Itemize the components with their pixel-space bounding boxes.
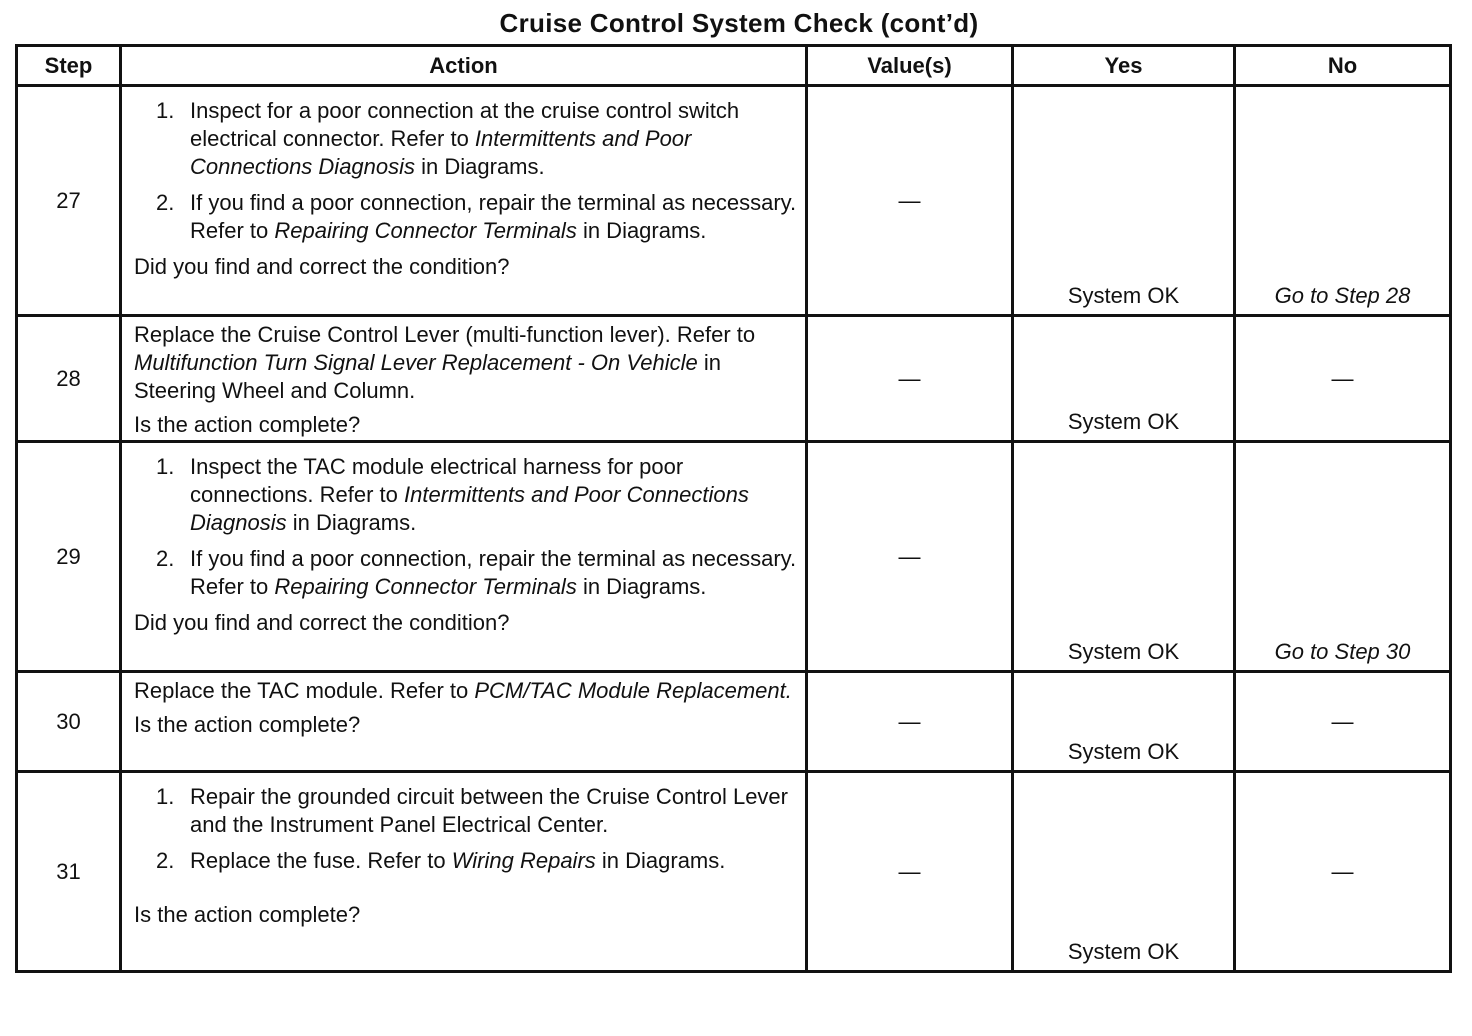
value-cell bbox=[807, 442, 1013, 672]
list-item bbox=[156, 453, 797, 537]
step-number: 29 bbox=[17, 442, 121, 672]
action-tail: in Steering Wheel and Column. bbox=[134, 350, 721, 403]
table-row bbox=[17, 86, 1451, 316]
item-text: Inspect for a poor connection at the cruise control switch electrical connector. Refer to bbox=[190, 98, 740, 151]
item-tail: in Diagrams. bbox=[415, 154, 545, 179]
list-item bbox=[156, 783, 797, 839]
no-cell bbox=[1235, 442, 1451, 672]
reference-link: Repairing Connector Terminals bbox=[274, 574, 577, 599]
reference-link: Intermittents and Poor Connections Diagnosis bbox=[190, 126, 692, 179]
reference-link: Wiring Repairs bbox=[451, 848, 596, 873]
table-row bbox=[17, 772, 1451, 972]
dash: — bbox=[898, 858, 921, 884]
reference-link: Intermittents and Poor Connections Diagnosis bbox=[190, 482, 749, 535]
action-list bbox=[134, 783, 797, 875]
list-item bbox=[156, 97, 797, 181]
list-item bbox=[156, 545, 797, 601]
question-text: Is the action complete? bbox=[134, 412, 361, 437]
dash: — bbox=[1331, 365, 1354, 391]
header-step: Step bbox=[17, 46, 121, 86]
no-cell bbox=[1235, 316, 1451, 442]
dash: — bbox=[898, 543, 921, 569]
item-number: 2. bbox=[156, 848, 175, 873]
goto-step: Go to Step 30 bbox=[1274, 639, 1411, 664]
item-number: 1. bbox=[156, 454, 175, 479]
yes-cell: System OK bbox=[1013, 86, 1235, 316]
action-cell bbox=[121, 316, 807, 442]
action-lead: Replace the Cruise Control Lever (multi-function lever). Refer to bbox=[134, 322, 756, 347]
yes-cell: System OK bbox=[1013, 316, 1235, 442]
header-values: Value(s) bbox=[807, 46, 1013, 86]
question-text: Is the action complete? bbox=[134, 712, 361, 737]
reference-link: Multifunction Turn Signal Lever Replacement - On Vehicle bbox=[134, 350, 698, 375]
list-item bbox=[156, 189, 797, 245]
item-text: If you find a poor connection, repair the terminal as necessary. Refer to bbox=[190, 546, 797, 599]
item-text: Replace the fuse. Refer to bbox=[190, 848, 452, 873]
table-row bbox=[17, 316, 1451, 442]
step-number: 28 bbox=[17, 316, 121, 442]
value-cell bbox=[807, 772, 1013, 972]
reference-link: Repairing Connector Terminals bbox=[274, 218, 577, 243]
action-lead: Replace the TAC module. Refer to bbox=[134, 678, 475, 703]
item-text: Inspect the TAC module electrical harness for poor connections. Refer to bbox=[190, 454, 684, 507]
list-item bbox=[156, 847, 797, 875]
step-number: 27 bbox=[17, 86, 121, 316]
question-text: Is the action complete? bbox=[134, 902, 361, 927]
dash: — bbox=[898, 187, 921, 213]
action-cell bbox=[121, 672, 807, 772]
item-text: If you find a poor connection, repair the terminal as necessary. Refer to bbox=[190, 190, 797, 243]
table-row bbox=[17, 442, 1451, 672]
dash: — bbox=[1331, 708, 1354, 734]
goto-step: Go to Step 28 bbox=[1274, 283, 1411, 308]
value-cell bbox=[807, 672, 1013, 772]
step-number: 31 bbox=[17, 772, 121, 972]
action-list bbox=[134, 97, 797, 245]
header-row bbox=[17, 46, 1451, 86]
header-yes: Yes bbox=[1013, 46, 1235, 86]
value-cell bbox=[807, 86, 1013, 316]
no-cell bbox=[1235, 672, 1451, 772]
step-number: 30 bbox=[17, 672, 121, 772]
item-tail: in Diagrams. bbox=[576, 574, 707, 599]
action-text bbox=[134, 677, 797, 705]
question-text: Did you find and correct the condition? bbox=[134, 610, 510, 635]
header-action: Action bbox=[121, 46, 807, 86]
item-number: 2. bbox=[156, 546, 175, 571]
dash: — bbox=[1331, 858, 1354, 884]
action-cell bbox=[121, 86, 807, 316]
item-number: 1. bbox=[156, 784, 175, 809]
diagnostic-table bbox=[15, 44, 1452, 973]
reference-link: PCM/TAC Module Replacement. bbox=[474, 678, 792, 703]
yes-cell: System OK bbox=[1013, 772, 1235, 972]
page-title: Cruise Control System Check (cont’d) bbox=[499, 8, 979, 38]
yes-cell: System OK bbox=[1013, 672, 1235, 772]
yes-cell: System OK bbox=[1013, 442, 1235, 672]
dash: — bbox=[898, 365, 921, 391]
table-row bbox=[17, 672, 1451, 772]
item-number: 1. bbox=[156, 98, 175, 123]
action-cell bbox=[121, 772, 807, 972]
item-tail: in Diagrams. bbox=[286, 510, 417, 535]
no-cell bbox=[1235, 86, 1451, 316]
item-tail: in Diagrams. bbox=[576, 218, 707, 243]
no-cell bbox=[1235, 772, 1451, 972]
item-tail: in Diagrams. bbox=[595, 848, 726, 873]
question-text: Did you find and correct the condition? bbox=[134, 254, 510, 279]
dash: — bbox=[898, 708, 921, 734]
action-cell bbox=[121, 442, 807, 672]
action-list bbox=[134, 453, 797, 601]
item-text: Repair the grounded circuit between the Cruise Control Lever and the Instrument Panel Electrical Center. bbox=[190, 784, 788, 837]
header-no: No bbox=[1235, 46, 1451, 86]
action-text bbox=[134, 321, 797, 405]
value-cell bbox=[807, 316, 1013, 442]
item-number: 2. bbox=[156, 190, 175, 215]
